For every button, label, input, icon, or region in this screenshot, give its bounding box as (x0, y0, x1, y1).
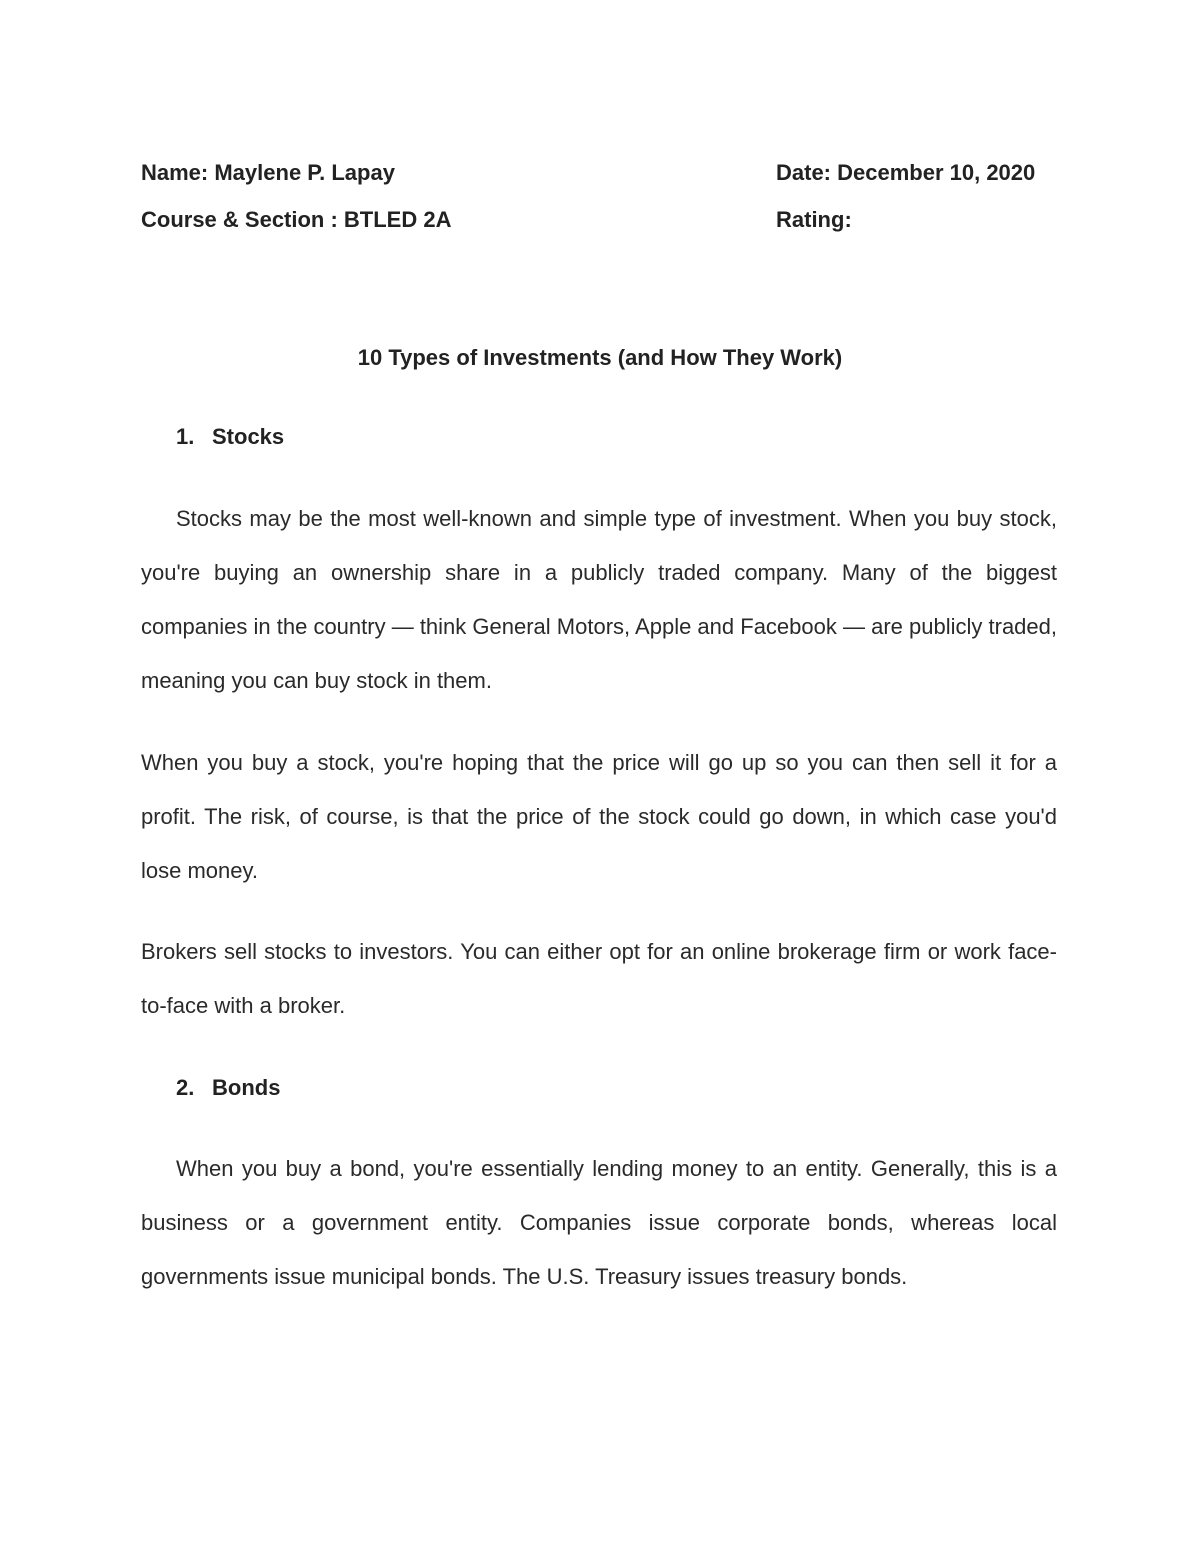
stocks-paragraph-1: Stocks may be the most well-known and simple type of investment. When you buy stock, you're buying an ownership share in a publicly traded company. Many of the biggest companies in the country — think General Motors, Apple and Facebook — are publicly traded, meaning you can buy stock in them. (141, 506, 1057, 693)
document-title: 10 Types of Investments (and How They Work) (357, 345, 843, 370)
section-heading-stocks (176, 423, 284, 451)
stocks-paragraph-3: Brokers sell stocks to investors. You can either opt for an online brokerage firm or work face-to-face with a broker. (141, 939, 1057, 1018)
section-number: 1. (176, 424, 195, 449)
section-heading-bonds (176, 1074, 280, 1102)
rating-label: Rating: (776, 207, 852, 232)
section-title: Bonds (212, 1075, 281, 1100)
course-section: Course & Section : BTLED 2A (141, 207, 452, 232)
bonds-paragraph-1: When you buy a bond, you're essentially lending money to an entity. Generally, this is a business or a government entity. Companies issue corporate bonds, whereas local governments issue municipal bonds. The U.S. Treasury issues treasury bonds. (141, 1156, 1057, 1289)
section-title: Stocks (212, 424, 285, 449)
student-name: Name: Maylene P. Lapay (141, 160, 395, 185)
stocks-paragraph-2: When you buy a stock, you're hoping that the price will go up so you can then sell it for a profit. The risk, of course, is that the price of the stock could go down, in which case you'd lose money. (141, 750, 1057, 883)
submission-date: Date: December 10, 2020 (776, 160, 1036, 185)
section-number: 2. (176, 1075, 195, 1100)
